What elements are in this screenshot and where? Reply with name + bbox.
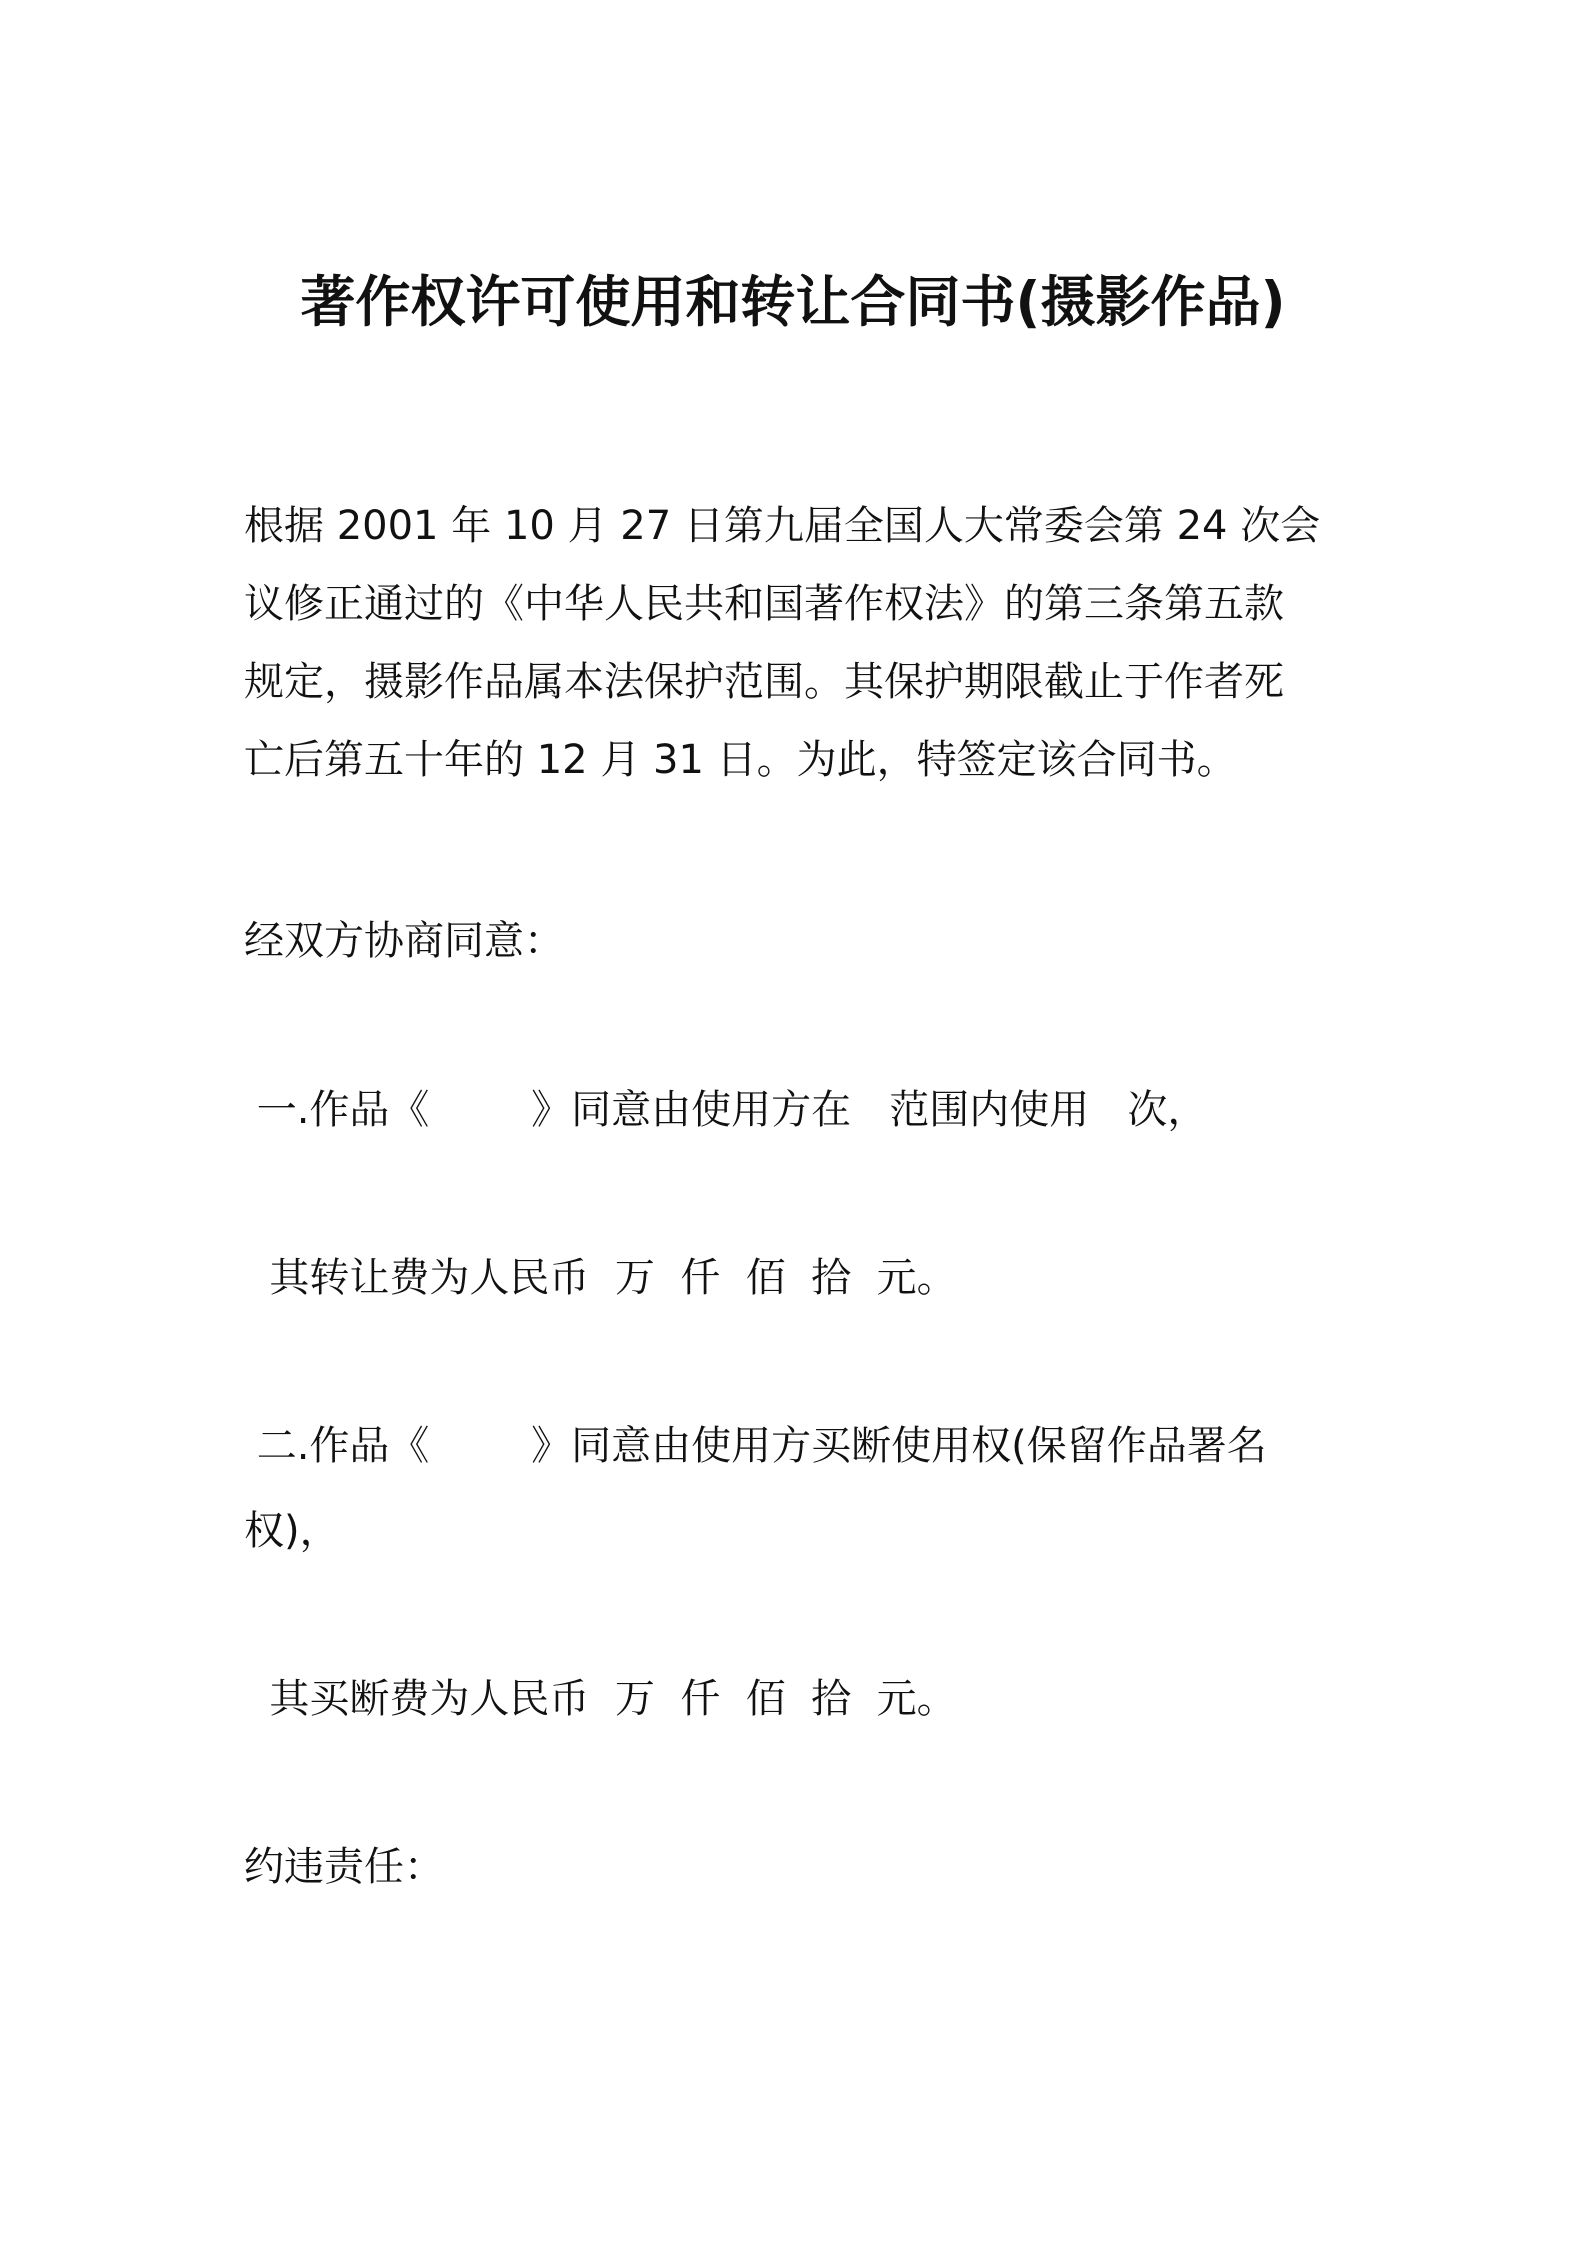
- clause-one-line-2: 其转让费为人民币 万 仟 佰 拾 元。: [244, 1255, 957, 1301]
- clause-one-line-1: 一.作品《 》同意由使用方在 范围内使用 次，: [244, 1087, 1208, 1133]
- preamble-line-3: 规定，摄影作品属本法保护范围。其保护期限截止于作者死: [244, 659, 1284, 705]
- clause-two-line-1: 二.作品《 》同意由使用方买断使用权(保留作品署名: [244, 1423, 1267, 1469]
- preamble-line-2: 议修正通过的《中华人民共和国著作权法》的第三条第五款: [244, 581, 1284, 627]
- preamble-line-1: 根据 2001 年 10 月 27 日第九届全国人大常委会第 24 次会: [244, 503, 1321, 549]
- agreement-heading: 经双方协商同意：: [244, 918, 564, 964]
- preamble-line-4: 亡后第五十年的 12 月 31 日。为此，特签定该合同书。: [244, 737, 1237, 783]
- clause-two-line-3: 其买断费为人民币 万 仟 佰 拾 元。: [244, 1676, 957, 1722]
- document-title: 著作权许可使用和转让合同书(摄影作品): [300, 270, 1286, 334]
- clause-two-line-2: 权)，: [244, 1508, 340, 1554]
- liability-heading: 约违责任：: [244, 1844, 444, 1890]
